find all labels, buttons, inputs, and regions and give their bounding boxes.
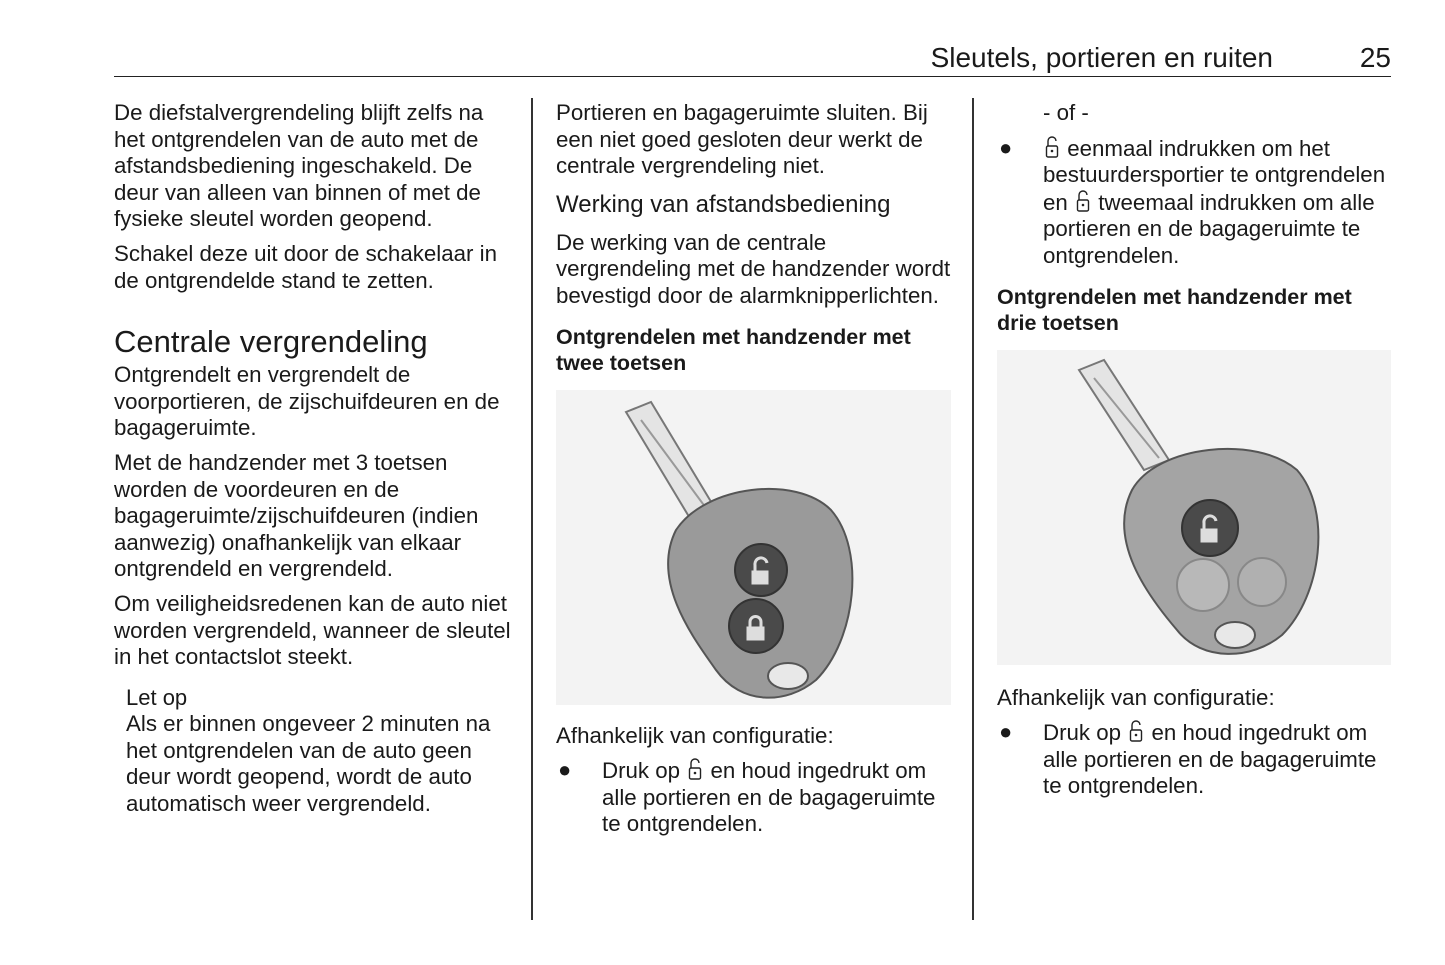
column-3 [997, 100, 1393, 808]
paragraph: Portieren en bagageruimte sluiten. Bij een niet goed gesloten deur werkt de centrale vergrendeling niet. [556, 100, 928, 179]
config-label: Afhankelijk van configuratie: [556, 722, 834, 748]
paragraph: De werking van de centrale vergrendeling met de handzender wordt bevestigd door de alarmknipperlichten. [556, 229, 951, 308]
two-button-key-illustration [556, 390, 951, 705]
van-door-button-icon [1238, 558, 1286, 606]
column-1 [114, 100, 514, 818]
unlock-button-icon [735, 544, 787, 596]
keyring-hole-icon [1215, 622, 1255, 648]
keyring-hole-icon [768, 663, 808, 689]
section-heading: Werking van afstandsbediening [556, 190, 891, 218]
unlock-icon [1076, 189, 1090, 213]
note-text: Als er binnen ongeveer 2 minuten na het ontgrendelen van de auto geen deur wordt geopend, wordt de auto automatisch weer vergrendeld. [126, 711, 491, 817]
note-title: Let op [126, 684, 188, 710]
paragraph: Om veiligheidsredenen kan de auto niet worden vergrendeld, wanneer de sleutel in het contactslot steekt. [114, 590, 511, 670]
paragraph: Ontgrendelt en vergrendelt de voorportieren, de zijschuifdeuren en de bagageruimte. [114, 362, 500, 441]
config-label: Afhankelijk van configuratie: [997, 684, 1275, 710]
or-separator: - of - [1043, 100, 1089, 125]
bullet-icon: ● [999, 719, 1013, 745]
bullet-icon: ● [558, 757, 572, 783]
unlock-icon [1129, 719, 1143, 743]
lock-button-icon [1177, 559, 1229, 611]
column-2 [556, 100, 954, 846]
list-item: ● Druk op en houd ingedrukt om alle portieren en de bagageruimte te ontgrendelen. [999, 719, 1377, 799]
page-number: 25 [1359, 42, 1391, 73]
bullet-icon: ● [999, 134, 1013, 160]
subheading: Ontgrendelen met handzender met drie toetsen [997, 284, 1352, 335]
list-item: ● Druk op en houd ingedrukt om alle portieren en de bagageruimte te ontgrendelen. [558, 757, 936, 837]
paragraph: De diefstalvergrendeling blijft zelfs na het ontgrendelen van de auto met de afstandsbediening ingeschakeld. De deur van alleen van binnen of met de fysieke sleutel worden geopend. [114, 100, 484, 232]
subheading: Ontgrendelen met handzender met twee toetsen [556, 324, 911, 375]
page-header [114, 40, 1391, 77]
column-divider [972, 98, 974, 920]
lock-button-icon [729, 599, 783, 653]
paragraph: Schakel deze uit door de schakelaar in de ontgrendelde stand te zetten. [114, 240, 497, 293]
paragraph: Met de handzender met 3 toetsen worden de voordeuren en de bagageruimte/zijschuifdeuren (indien aanwezig) onafhankelijk van elkaar ontgrendeld en vergrendeld. [114, 449, 479, 582]
three-button-key-illustration [997, 350, 1391, 665]
section-heading: Centrale vergrendeling [114, 324, 428, 360]
unlock-icon [688, 757, 702, 781]
chapter-title: Sleutels, portieren en ruiten [930, 42, 1273, 73]
column-divider [531, 98, 533, 920]
unlock-button-icon [1182, 500, 1238, 556]
note-box [126, 685, 514, 818]
unlock-icon [1045, 135, 1059, 159]
list-item: ● eenmaal indrukken om het bestuurdersportier te ontgrendelen en tweemaal indrukken om alle portieren en de bagageruimte te ontgrendelen. [999, 134, 1386, 268]
